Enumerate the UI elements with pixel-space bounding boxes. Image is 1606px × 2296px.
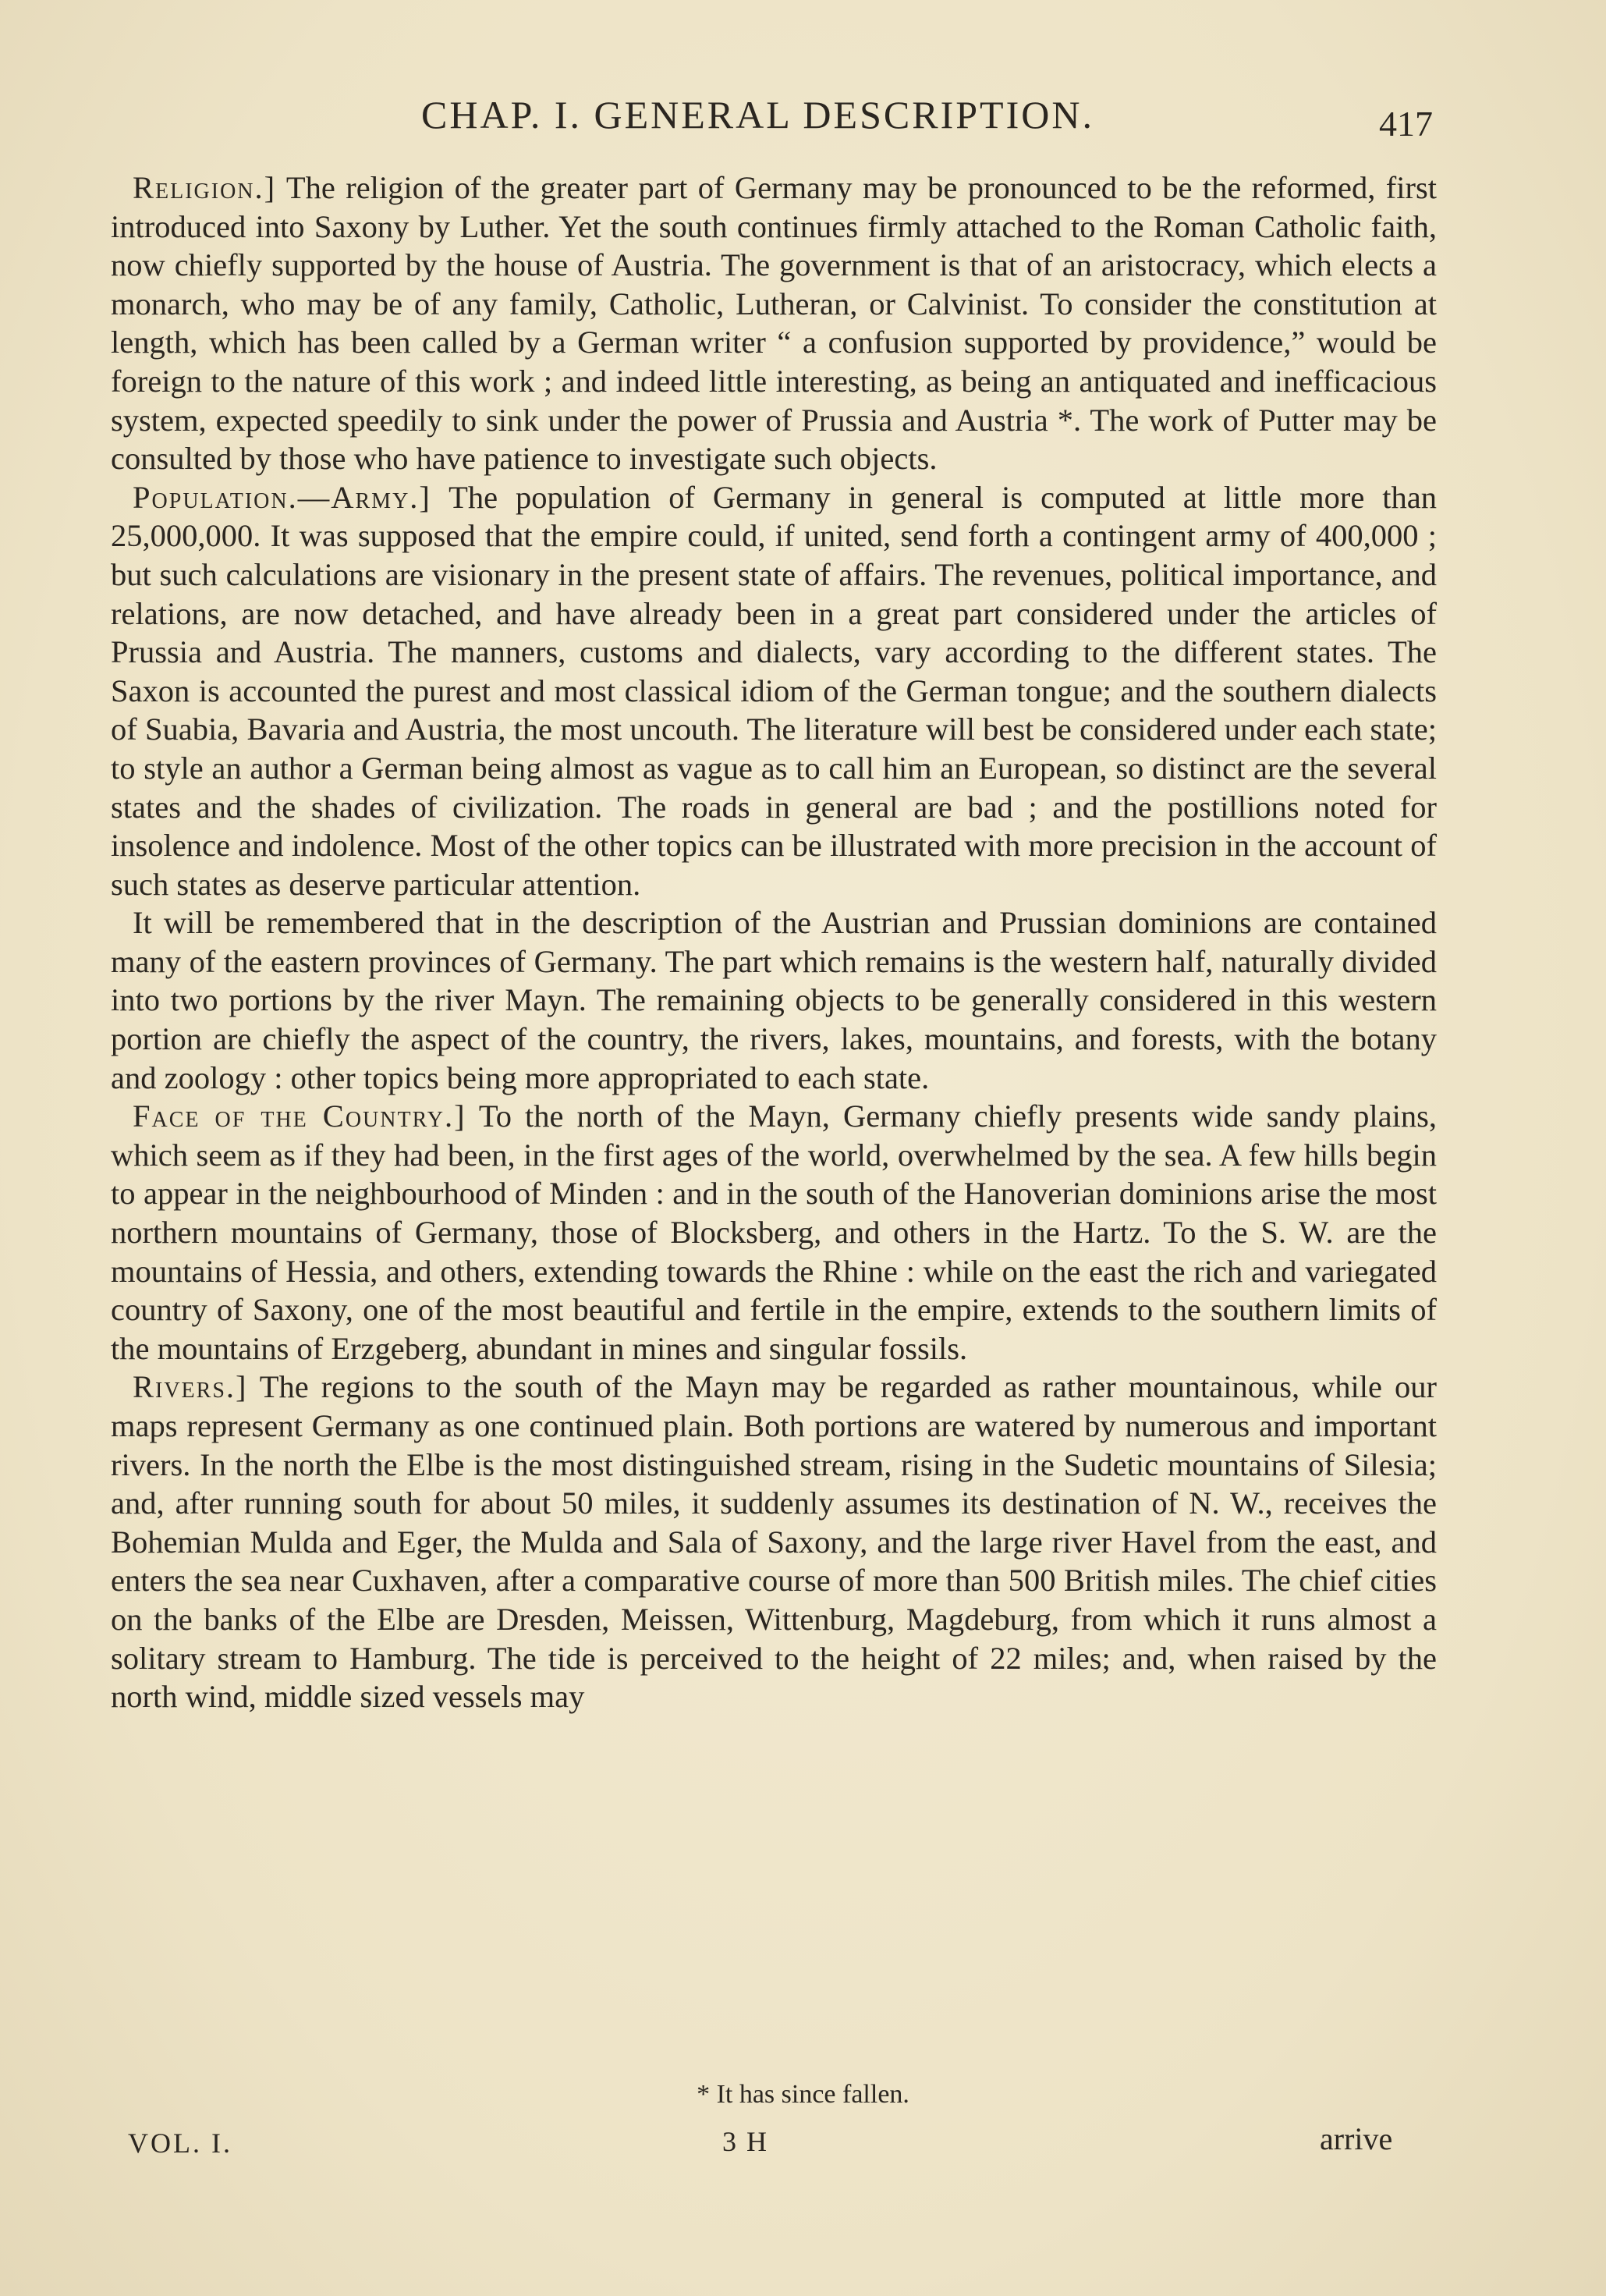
paragraph-text: The population of Germany in general is computed at little more than 25,000,000. It was supposed that the empire could, if united, send forth a contingent army of 400,000 ; but such calculations are visionary in the present state of affairs. The revenues, political importance, and relations, are now detached, and have already been in a great part considered under the articles of Prussia and Austria. The manners, customs and dialects, vary according to the different states. The Saxon is accounted the purest and most classical idiom of the German tongue; and the southern dialects of Suabia, Bavaria and Austria, the most uncouth. The literature will best be considered under each state; to style an author a German being almost as vague as to call him an European, so distinct are the several states and the shades of civilization. The roads in general are bad ; and the postillions noted for insolence and indolence. Most of the other topics can be illustrated with more precision in the account of such states as deserve particular attention. xyxy=(111,479,1437,902)
section-heading-face-of-country: Face of the Country.] xyxy=(133,1098,466,1134)
main-text xyxy=(111,169,1437,1716)
section-heading-rivers: Rivers.] xyxy=(133,1369,248,1405)
footnote: * It has since fallen. xyxy=(697,2080,909,2109)
page-number: 417 xyxy=(1379,104,1433,144)
paragraph-rivers xyxy=(111,1368,1437,1716)
paragraph-population xyxy=(111,478,1437,904)
paragraph-text: To the north of the Mayn, Germany chiefly presents wide sandy plains, which seem as if they had been, in the first ages of the world, overwhelmed by the sea. A few hills begin to appear in the neighbourhood of Minden : and in the south of the Hanoverian dominions arise the most northern mountains of Germany, those of Blocksberg, and others in the Hartz. To the S. W. are the mountains of Hessia, and others, extending towards the Rhine : while on the east the rich and variegated country of Saxony, one of the most beautiful and fertile in the empire, extends to the southern limits of the mountains of Erzgeberg, abundant in mines and singular fossils. xyxy=(111,1098,1437,1366)
volume-label: VOL. I. xyxy=(128,2127,232,2159)
chapter-title: CHAP. I. GENERAL DESCRIPTION. xyxy=(421,93,1094,137)
paragraph-western-half xyxy=(111,903,1437,1097)
signature-mark: 3 H xyxy=(722,2126,768,2157)
running-header xyxy=(0,92,1606,147)
paragraph-text: The religion of the greater part of Germany may be pronounced to be the reformed, first introduced into Saxony by Luther. Yet the south continues firmly attached to the Roman Catholic faith, now chiefly supported by the house of Austria. The government is that of an aristocracy, which elects a monarch, who may be of any family, Catholic, Lutheran, or Calvinist. To consider the constitution at length, which has been called by a German writer “ a confusion supported by providence,” would be foreign to the nature of this work ; and indeed little interesting, as being an antiquated and inefficacious system, expected speedily to sink under the power of Prussia and Austria *. The work of Putter may be consulted by those who have patience to investigate such objects. xyxy=(111,170,1437,477)
section-heading-religion: Religion.] xyxy=(133,170,277,205)
catchword: arrive xyxy=(1320,2121,1393,2156)
paragraph-face-of-country xyxy=(111,1097,1437,1368)
page-footer xyxy=(0,2120,1606,2167)
paragraph-text: The regions to the south of the Mayn may be regarded as rather mountainous, while our maps represent Germany as one continued plain. Both portions are watered by numerous and important rivers. In the north the Elbe is the most distinguished stream, rising in the Sudetic mountains of Silesia; and, after running south for about 50 miles, it suddenly assumes its destination of N. W., receives the Bohemian Mulda and Eger, the Mulda and Sala of Saxony, and the large river Havel from the east, and enters the sea near Cuxhaven, after a comparative course of more than 500 British miles. The chief cities on the banks of the Elbe are Dresden, Meissen, Wittenburg, Magdeburg, from which it runs almost a solitary stream to Hamburg. The tide is perceived to the height of 22 miles; and, when raised by the north wind, middle sized vessels may xyxy=(111,1369,1437,1715)
section-heading-population: Population.—Army.] xyxy=(133,479,431,515)
paragraph-text: It will be remembered that in the description of the Austrian and Prussian dominions are contained many of the eastern provinces of Germany. The part which remains is the western half, naturally divided into two portions by the river Mayn. The remaining objects to be generally considered in this western portion are chiefly the aspect of the country, the rivers, lakes, mountains, and forests, with the botany and zoology : other topics being more appropriated to each state. xyxy=(111,905,1437,1095)
paragraph-religion xyxy=(111,169,1437,478)
